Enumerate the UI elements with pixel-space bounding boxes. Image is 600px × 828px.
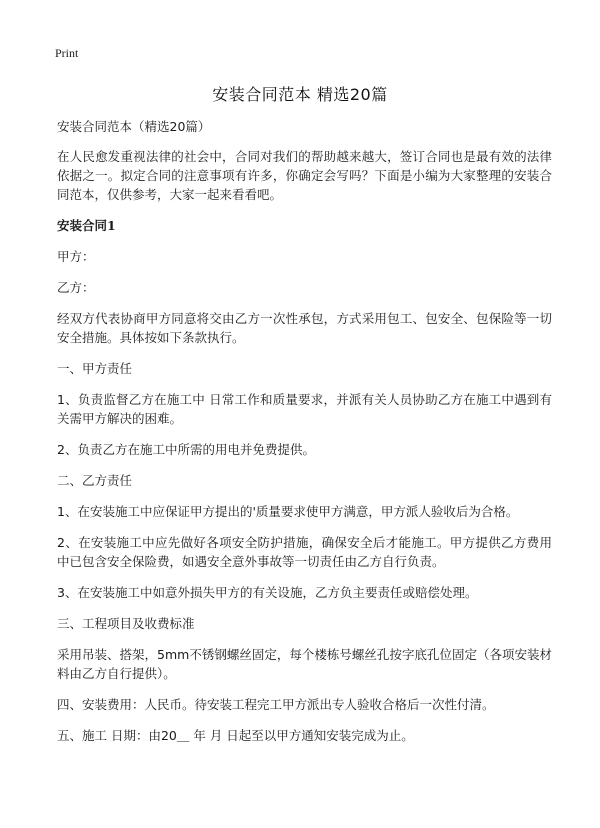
clause-heading-party-b: 二、乙方责任 [57,473,133,488]
agreement-paragraph: 经双方代表协商甲方同意将交由乙方一次性承包，方式采用包工、包安全、包保险等一切安全措施。具体按如下条款执行。 [57,311,552,345]
clause-item: 3、在安装施工中如意外损失甲方的有关设施，乙方负主要责任或赔偿处理。 [57,585,478,600]
clause-item: 1、负责监督乙方在施工中 日常工作和质量要求，并派有关人员协助乙方在施工中遇到有关需甲方解决的困难。 [57,392,552,426]
page-title: 安装合同范本 精选20篇 [212,85,388,104]
clause-item: 2、在安装施工中应先做好各项安全防护措施，确保安全后才能施工。甲方提供乙方费用中已包含安全保险费，如遇安全意外事故等一切责任由乙方自行负责。 [57,535,552,569]
document-body [57,117,552,757]
clause-item: 1、在安装施工中应保证甲方提出的'质量要求使甲方满意，甲方派人验收后为合格。 [57,504,519,519]
document-subtitle: 安装合同范本（精选20篇） [57,119,211,134]
clause-heading-party-a: 一、甲方责任 [57,361,133,376]
section-heading: 安装合同1 [57,218,116,233]
clause-item: 采用吊装、搭架，5mm不锈钢螺丝固定，每个楼栋号螺丝孔按字底孔位固定（各项安装材料由乙方自行提供）。 [57,647,552,681]
clause-heading-project: 三、工程项目及收费标准 [57,616,195,631]
party-b-line: 乙方： [57,280,95,295]
clause-item: 2、负责乙方在施工中所需的用电并免费提供。 [57,442,315,457]
print-label: Print [55,46,79,60]
party-a-line: 甲方： [57,249,95,264]
intro-paragraph: 在人民愈发重视法律的社会中，合同对我们的帮助越来越大，签订合同也是最有效的法律依据之一。拟定合同的注意事项有许多，你确定会写吗？下面是小编为大家整理的安装合同范本，仅供参考，大家一起来看看吧。 [57,149,552,202]
clause-schedule: 五、施工 日期：由20＿ 年 月 日起至以甲方通知安装完成为止。 [57,728,414,743]
clause-fee: 四、安装费用：人民币。待安装工程完工甲方派出专人验收合格后一次性付清。 [57,697,495,712]
